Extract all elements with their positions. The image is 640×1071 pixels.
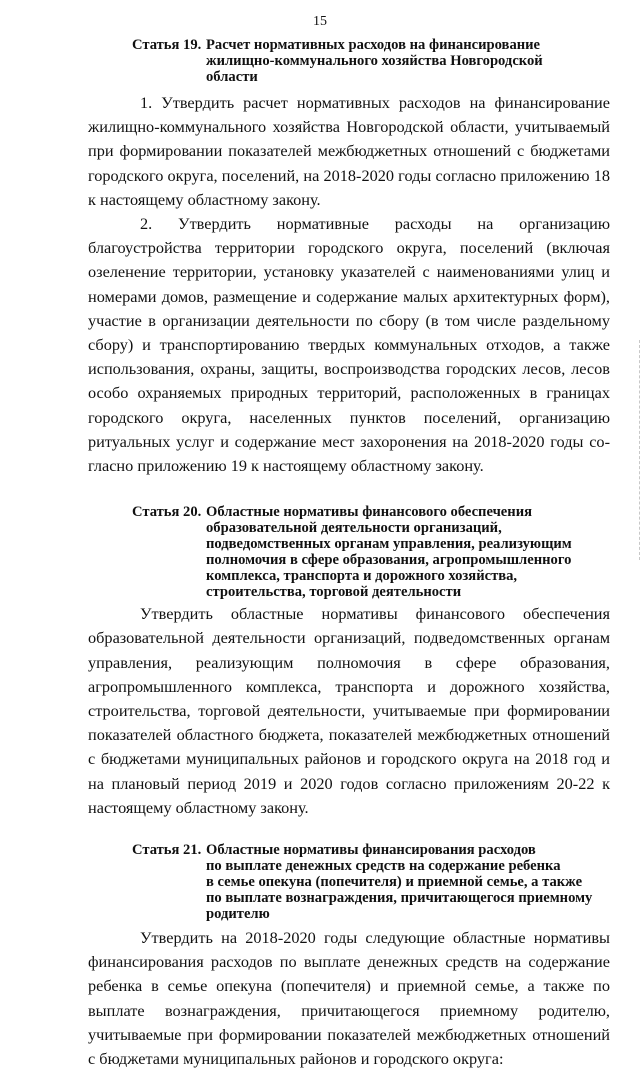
article-19 — [88, 37, 610, 478]
article-19-heading — [88, 37, 610, 85]
article-19-title-line: области — [206, 69, 258, 85]
article-20-title-line: комплекса, транспорта и дорожного хозяйства, — [206, 568, 518, 585]
article-20-title-line: образовательной деятельности организаций, — [206, 520, 502, 537]
article-21-title-line: по выплате вознаграждения, причитающегося приемному — [206, 890, 593, 907]
article-20-heading — [88, 504, 610, 600]
article-21-title-line: Областные нормативы финансирования расходов — [206, 842, 536, 859]
article-21 — [88, 842, 610, 1071]
article-19-title — [206, 37, 610, 85]
article-21-number: Статья 21. — [132, 842, 202, 859]
article-21-title-line: по выплате денежных средств на содержание ребенка — [206, 858, 561, 875]
article-19-paragraph-1: 1. Утвердить расчет нормативных расходов на финансирование жилищно-коммунального хозяйства Новгородской области, учитываемый при формировании показателей межбюджетных отношений с бюджетами городского округа, поселений, на 2018-2020 годы согласно приложению 18 к настоящему областному закону. — [88, 93, 610, 209]
article-19-title-line: жилищно-коммунального хозяйства Новгородской — [206, 53, 543, 69]
article-21-title-line: в семье опекуна (попечителя) и приемной семье, а также — [206, 874, 583, 891]
article-19-paragraph-2: 2. Утвердить нормативные расходы на организацию благоустройства территории городского округа, поселений (включая озеленение территории, установку указателей с наименованиями улиц и номерами домов, размещение и содержание малых архитектурных форм), участие в организации деятельности по сбору (в том числе раздельному сбору) и транспортированию твердых коммунальных отходов, а также использования, охраны, защиты, воспроизводства городских лесов, лесов особо охраняемых природных территорий, расположенных в границах городского округа, населенных пунктов поселений, организацию ритуальных услуг и содержание мест захоронения на 2018-2020 годы согласно приложению 19 к настоящему областному закону. — [88, 214, 610, 476]
article-20-paragraph-1: Утвердить областные нормативы финансового обеспечения образовательной деятельности организаций, подведомственных органам управления, реализующим полномочия в сфере образования, агропромышленного комплекса, транспорта и дорожного хозяйства, строительства, торговой деятельности, учитываемые при формировании показателей областного бюджета, показателей межбюджетных отношений с бюджетами муниципальных районов и городского округа на 2018 год и на плановый период 2019 и 2020 годов согласно приложениям 20-22 к настоящему областному закону. — [88, 604, 610, 817]
article-21-title — [206, 842, 610, 922]
article-20 — [88, 504, 610, 820]
article-20-title-line: строительства, торговой деятельности — [206, 584, 462, 601]
article-21-title-line: родителю — [206, 906, 270, 923]
article-20-number: Статья 20. — [132, 504, 202, 521]
article-20-title-line: полномочия в сфере образования, агропромышленного — [206, 552, 572, 569]
article-19-title-line: Расчет нормативных расходов на финансирование — [206, 37, 541, 53]
document-body — [88, 37, 610, 1071]
scan-edge-marks — [636, 340, 640, 560]
article-19-number: Статья 19. — [132, 37, 202, 53]
article-20-title-line: подведомственных органам управления, реализующим — [206, 536, 572, 553]
article-20-title-line: Областные нормативы финансового обеспечения — [206, 504, 532, 521]
article-21-paragraph-1: Утвердить на 2018-2020 годы следующие областные нормативы финансирования расходов по выплате денежных средств на содержание ребенка в семье опекуна (попечителя) и приемной семье, а также по выплате вознаграждения, причитающегося приемному родителю, учитываемые при формировании показателей межбюджетных отношений с бюджетами муниципальных районов и городского округа: — [88, 928, 610, 1069]
article-20-title — [206, 504, 610, 600]
article-21-heading — [88, 842, 610, 922]
page-number: 15 — [313, 14, 327, 29]
